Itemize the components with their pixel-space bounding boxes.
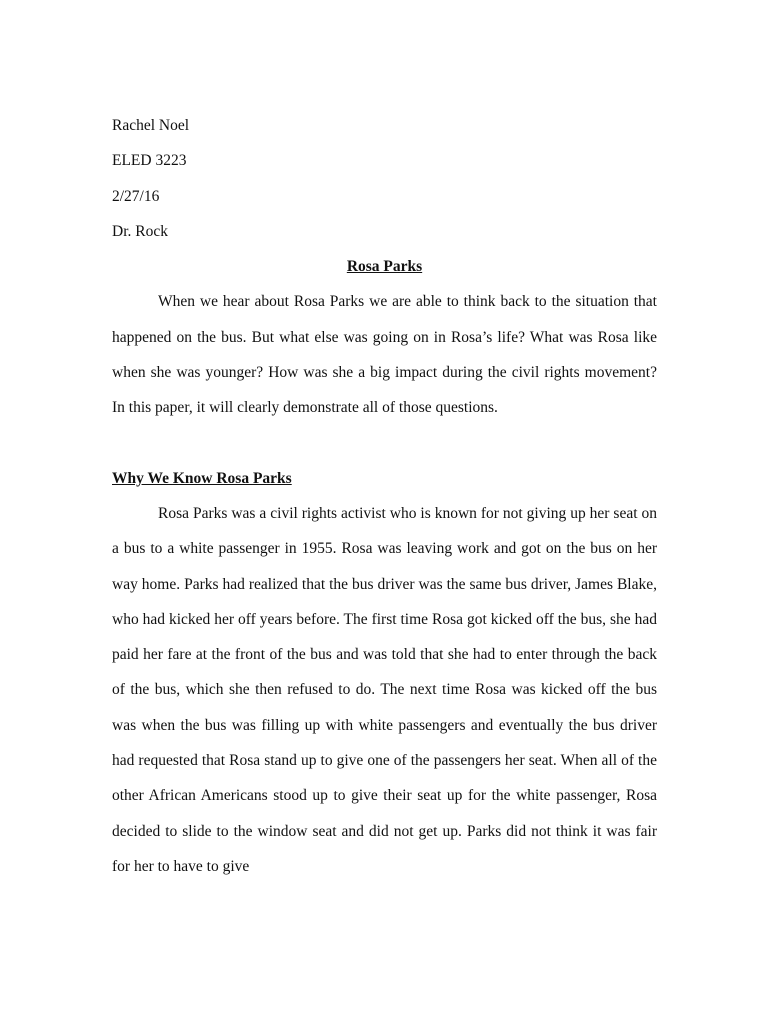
instructor-name: Dr. Rock [112,222,168,240]
section-heading: Why We Know Rosa Parks [112,469,292,487]
intro-paragraph: When we hear about Rosa Parks we are able to think back to the situation that happened on the bus. But what else was going on in Rosa’s life? What was Rosa like when she was younger? How was she a big impact during the civil rights movement? In this paper, it will clearly demonstrate all of those questions. [112,293,657,417]
section-paragraph: Rosa Parks was a civil rights activist who is known for not giving up her seat on a bus to a white passenger in 1955. Rosa was leaving work and got on the bus on her way home. Parks had realized that the bus driver was the same bus driver, James Blake, who had kicked her off years before. The first time Rosa got kicked off the bus, she had paid her fare at the front of the bus and was told that she had to enter through the back of the bus, which she then refused to do. The next time Rosa was kicked off the bus was when the bus was filling up with white passengers and eventually the bus driver had requested that Rosa stand up to give one of the passengers her seat. When all of the other African Americans stood up to give their seat up for the white passenger, Rosa decided to slide to the window seat and did not get up. Parks did not think it was fair for her to have to give [112,504,657,875]
document-title: Rosa Parks [346,258,423,276]
document-date: 2/27/16 [112,187,160,205]
document-body [112,108,657,884]
author-name: Rachel Noel [112,117,190,134]
course-code: ELED 3223 [112,152,187,170]
